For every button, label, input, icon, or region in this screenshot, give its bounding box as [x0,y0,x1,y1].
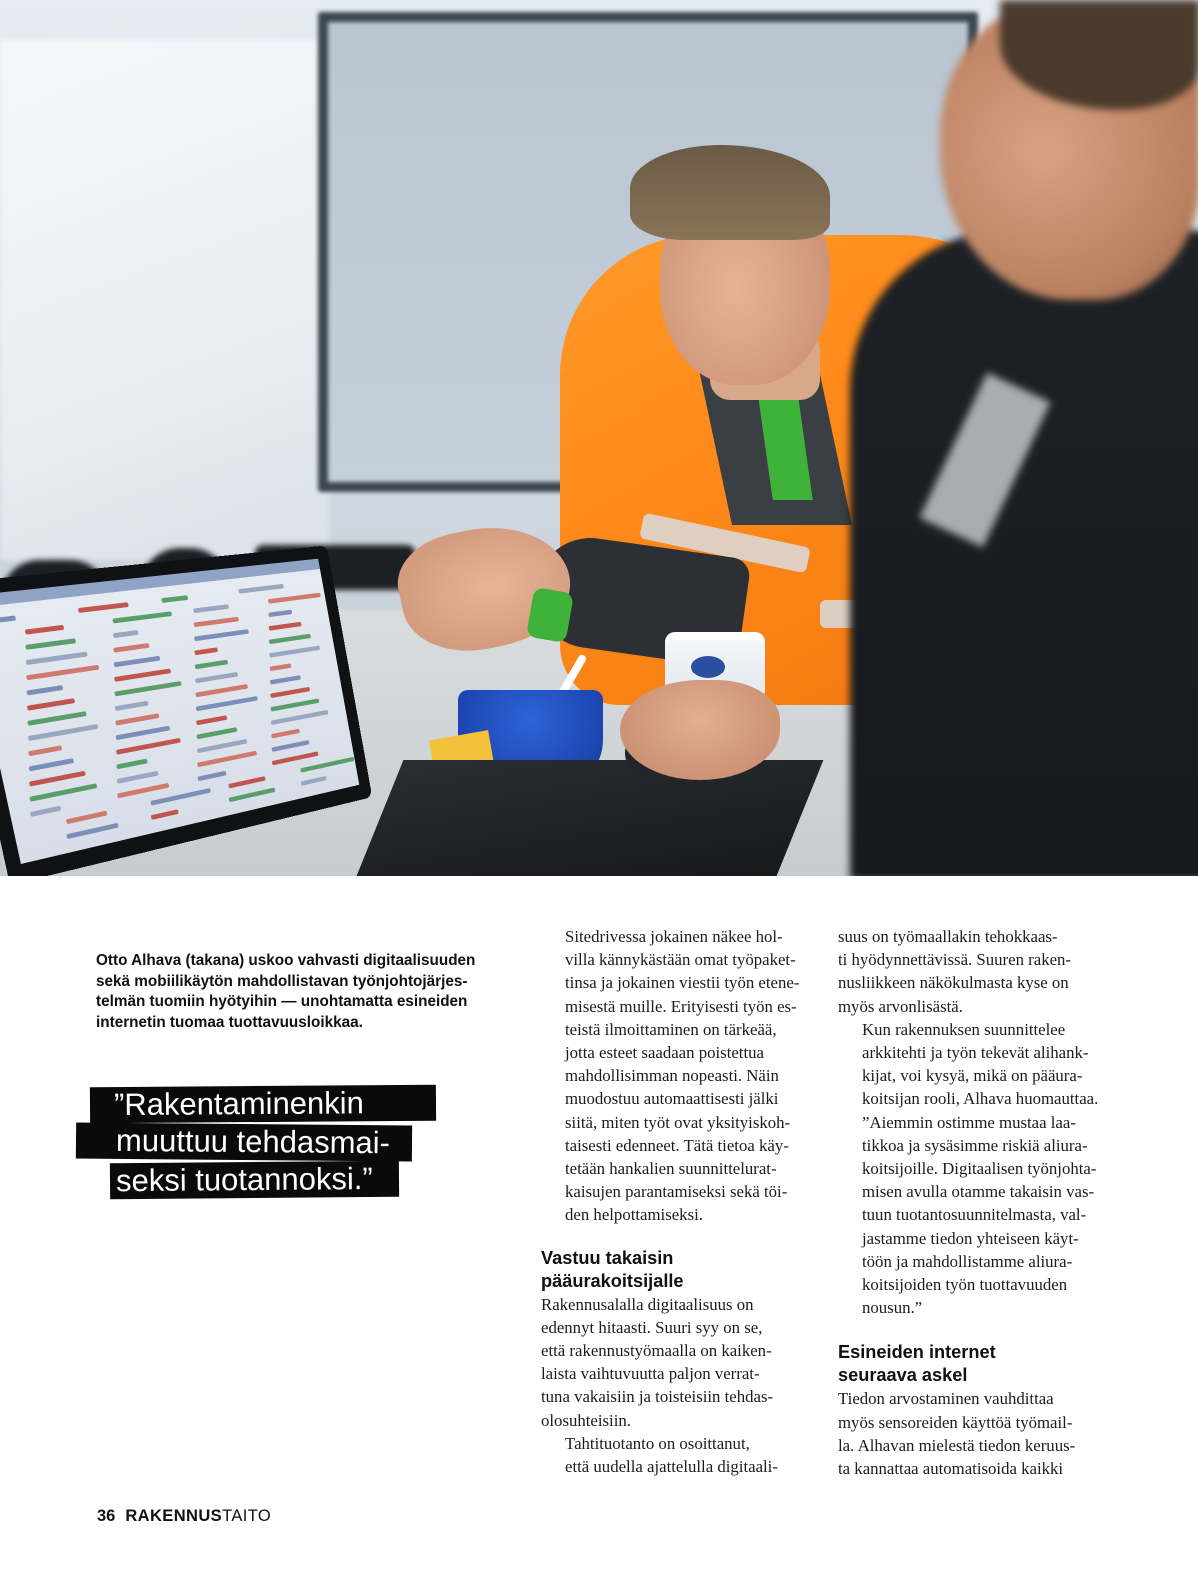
text-line: laista vaihtuvuutta paljon verrat- [541,1364,760,1384]
photo-laptop-bar [195,660,229,670]
photo-laptop-bar [78,602,129,613]
article-column-2 [838,925,1128,1480]
photo-laptop-bar [193,604,229,613]
photo-window [0,40,330,560]
photo-laptop-bar [300,757,354,773]
photo-laptop-bar [271,710,329,725]
pull-quote-line: ”Rakentaminenkin [90,1085,436,1123]
photo-laptop-bar [30,806,62,817]
text-line: villa kännykästään omat työpaket- [565,950,796,970]
text-line: olosuhteisiin. [541,1410,631,1430]
text-line: koitsijoille. Digitaalisen työnjohta- [862,1159,1097,1179]
photo-laptop-bar [117,771,159,784]
photo-laptop-bar [116,759,147,770]
paragraph [838,925,1128,1018]
photo-laptop-bar [270,698,319,711]
pull-quote-line: seksi tuotannoksi.” [110,1161,399,1200]
text-line: Esineiden internet [838,1342,996,1363]
paragraph [838,1018,1128,1111]
text-line: että uudella ajattelulla digitaali- [565,1457,778,1477]
text-line: tuun tuotantosuunnitelmasta, val- [862,1205,1087,1225]
text-line: arkkitehti ja työn tekevät alihank- [862,1043,1089,1063]
photo-laptop-bar [115,713,159,725]
magazine-name-light: TAITO [222,1507,272,1525]
photo-caption: Otto Alhava (takana) uskoo vahvasti digitaalisuuden sekä mobiilikäytön mahdollistavan työnjohtojärjes-telmän tuomiin hyötyihin — unohtamatta esineiden internetin tuomaa tuottavuusloikkaa. [96,952,476,1031]
text-line: myös arvonlisästä. [838,996,963,1016]
text-line: nousun.” [862,1298,923,1318]
text-line: misen avulla otamme takaisin vas- [862,1182,1095,1202]
photo-laptop-bar [115,701,149,711]
photo-laptop-bar [114,656,161,667]
pull-quote-line: muuttuu tehdasmai- [76,1123,412,1162]
photo-laptop-bar [29,783,97,802]
text-line: mahdollisimman nopeasti. Näin [565,1066,779,1086]
page-number: 36 [97,1507,116,1525]
text-line: koitsijoiden työn tuottavuuden [862,1275,1068,1295]
text-line: Sitedrivessa jokainen näkee hol- [565,927,783,946]
photo-laptop-bar [271,740,309,752]
paragraph [541,1293,826,1432]
photo-laptop-bar [268,593,321,604]
photo-laptop-bar [151,809,179,820]
photo-laptop-bar [301,776,327,786]
photo-laptop-bar [195,672,238,683]
photo-laptop-bar [268,622,301,631]
text-line: Vastuu takaisin [541,1247,674,1268]
text-line: myös sensoreiden käyttöä työmail- [838,1412,1073,1432]
photo-laptop-bar [197,739,248,753]
photo-laptop-bar [116,738,181,755]
photo-laptop-bar [29,758,75,771]
photo-laptop-bar [27,711,87,726]
photo-laptop-bar [161,595,188,603]
paragraph [838,1387,1128,1480]
photo-laptop-bar [66,823,118,839]
photo-laptop-bar [196,715,227,725]
photo-laptop-bar [115,726,170,741]
text-line: tetään hankalien suunnittelurat- [565,1159,777,1179]
photo-laptop-bar [113,643,149,653]
photo-laptop-bar [270,687,310,698]
photo-laptop-bar [28,724,99,741]
text-line: seuraava askel [838,1365,968,1386]
text-line: töön ja mahdollistamme aliura- [862,1251,1073,1271]
paragraph [541,1432,826,1478]
text-line: ta kannattaa automatisoida kaikki [838,1459,1064,1479]
text-line: koitsijan rooli, Alhava huomauttaa. [862,1089,1099,1109]
text-line: den helpottamiseksi. [565,1205,703,1225]
photo-laptop-bar [269,646,320,658]
photo-laptop-bar [272,751,319,765]
text-line: misestä muille. Erityisesti työn es- [565,996,797,1016]
paragraph [838,1111,1128,1320]
text-line: jotta esteet saadaan poistettua [565,1043,764,1063]
photo-laptop-bar [28,745,62,756]
article-column-1 [541,925,826,1478]
subheading [541,1247,826,1293]
text-line: jastamme tiedon yhteiseen käyt- [862,1228,1079,1248]
photo-laptop-bar [193,617,239,627]
text-line: että rakennustyömaalla on kaiken- [541,1341,772,1361]
text-line: tuna vakaisiin ja toisteisiin tehdas- [541,1387,774,1407]
photo-laptop-bar [26,665,99,681]
photo-laptop-bar [113,630,139,638]
photo-laptop-bar [270,675,301,684]
text-line: Tiedon arvostaminen vauhdittaa [838,1389,1054,1409]
text-line: suus on työmaallakin tehokkaas- [838,927,1058,946]
photo-laptop-bar [27,698,75,711]
text-line: Tahtituotanto on osoittanut, [565,1433,750,1453]
text-line: Rakennusalalla digitaalisuus on [541,1294,754,1314]
photo-cup-logo [691,656,725,678]
photo-laptop-bar [0,616,16,624]
page-footer [97,1506,271,1526]
photo-laptop-bar [197,751,257,768]
text-line: tikkoa ja sysäsimme riskiä aliura- [862,1135,1088,1155]
photo-laptop-bar [195,684,248,697]
photo-foreground-hand [620,680,780,780]
magazine-name-bold: RAKENNUS [125,1507,223,1525]
photo-laptop-bar [238,584,284,594]
photo-laptop-bar [117,783,169,799]
text-line: la. Alhavan mielestä tiedon keruus- [838,1435,1076,1455]
photo-laptop-bar [269,663,291,671]
photo-laptop-bar [112,611,172,623]
photo-foreground-person [830,0,1198,876]
text-line: teistä ilmoittaminen on tärkeää, [565,1019,777,1039]
text-line: tinsa ja jokainen viestii työn etene- [565,973,800,993]
text-line: siitä, miten työt ovat yksityiskoh- [565,1112,791,1132]
photo-laptop-bar [196,727,237,739]
text-line: ti hyödynnettävissä. Suuren raken- [838,950,1072,970]
paragraph [541,925,826,1227]
text-line: pääurakoitsijalle [541,1270,684,1291]
subheading [838,1341,1128,1387]
photo-laptop-bar [194,629,249,641]
photo-laptop-bar [269,634,311,644]
text-line: kaisujen parantamiseksi sekä töi- [565,1182,788,1202]
photo-laptop-bar [114,668,171,681]
photo-foreground-body [850,230,1198,876]
text-line: edennyt hitaasti. Suuri syy on se, [541,1317,763,1337]
photo-laptop-bar [26,685,63,695]
photo-laptop-bar [194,647,218,655]
text-line: muodostuu automaattisesti jälki [565,1089,779,1109]
pull-quote [76,1086,466,1206]
text-line: Kun rakennuksen suunnittelee [862,1019,1066,1039]
photo-laptop-keyboard [357,760,824,876]
photo-laptop-bar [66,811,107,825]
photo-laptop-bar [196,696,258,711]
photo-laptop-bar [26,652,88,665]
photo-laptop-bar [25,625,65,635]
text-line: taisesti edenneet. Tätä tietoa käy- [565,1135,789,1155]
text-line: nusliikkeen näkökulmasta kyse on [838,973,1069,993]
photo-laptop-bar [271,729,300,739]
photo-laptop-bar [29,771,86,787]
photo-laptop-bar [228,776,266,788]
photo-laptop-bar [197,771,226,781]
photo-laptop-bar [114,681,181,696]
text-line: ”Aiemmin ostimme mustaa laa- [862,1112,1076,1132]
photo-laptop-bar [268,610,292,617]
photo-laptop-bar [229,787,276,802]
photo-laptop-bar [150,788,211,806]
photo-laptop-bar [25,638,76,650]
text-line: kijat, voi kysyä, mikä on pääura- [862,1066,1083,1086]
